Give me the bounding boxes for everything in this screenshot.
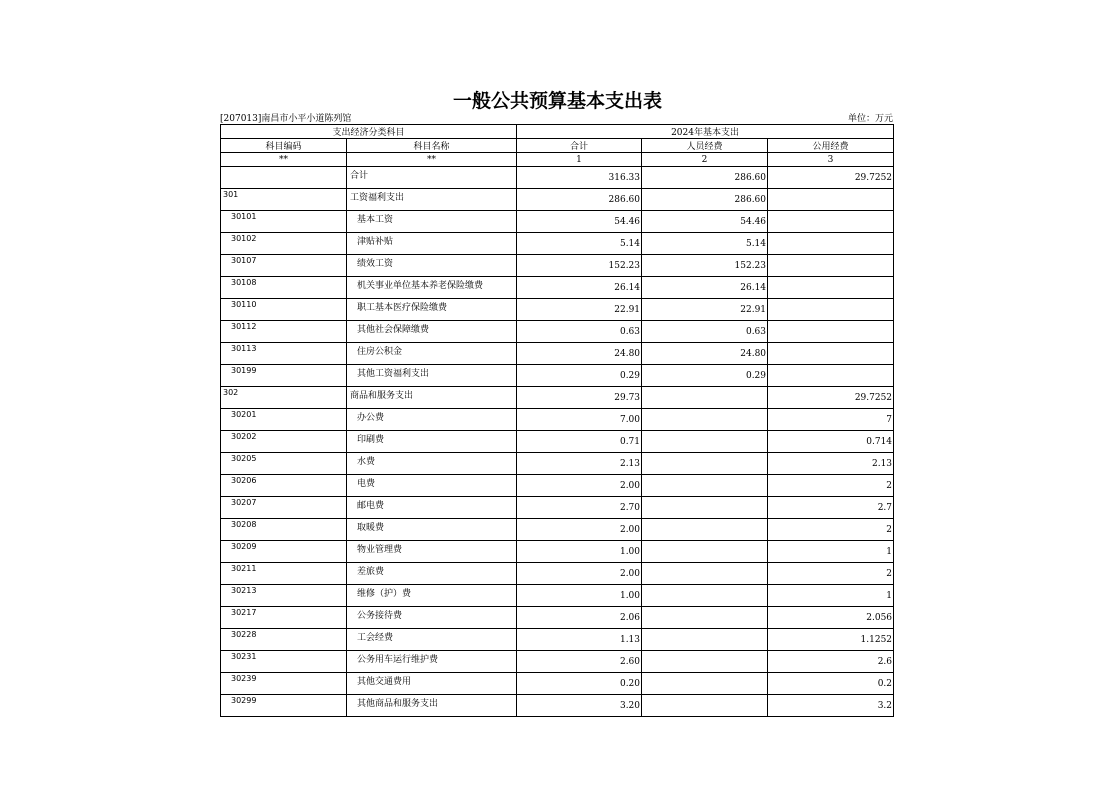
row-personnel <box>642 497 768 519</box>
budget-expenditure-table <box>220 124 894 717</box>
row-name: 印刷费 <box>347 431 517 453</box>
row-personnel <box>642 475 768 497</box>
row-public <box>768 365 894 387</box>
row-code: 30211 <box>221 563 347 585</box>
row-personnel <box>642 409 768 431</box>
row-name: 其他商品和服务支出 <box>347 695 517 717</box>
table-row <box>221 673 894 695</box>
row-code: 30101 <box>221 211 347 233</box>
row-code: 302 <box>221 387 347 409</box>
row-total: 2.00 <box>517 475 642 497</box>
header-public: 公用经费 <box>768 139 894 153</box>
row-total: 26.14 <box>517 277 642 299</box>
row-total: 2.60 <box>517 651 642 673</box>
row-total: 316.33 <box>517 167 642 189</box>
table-row <box>221 497 894 519</box>
row-code <box>221 167 347 189</box>
row-total: 2.70 <box>517 497 642 519</box>
row-personnel <box>642 541 768 563</box>
table-row <box>221 409 894 431</box>
table-row <box>221 343 894 365</box>
row-public: 2 <box>768 519 894 541</box>
unit-label: 单位：万元 <box>847 114 893 124</box>
header-personnel: 人员经费 <box>642 139 768 153</box>
row-code: 301 <box>221 189 347 211</box>
row-personnel <box>642 387 768 409</box>
row-total: 2.00 <box>517 519 642 541</box>
row-personnel: 26.14 <box>642 277 768 299</box>
row-code: 30108 <box>221 277 347 299</box>
row-public: 29.7252 <box>768 167 894 189</box>
row-public: 1 <box>768 541 894 563</box>
table-row <box>221 167 894 189</box>
row-personnel <box>642 431 768 453</box>
row-name: 商品和服务支出 <box>347 387 517 409</box>
header-group-classification: 支出经济分类科目 <box>221 125 517 139</box>
row-total: 1.00 <box>517 585 642 607</box>
row-code: 30113 <box>221 343 347 365</box>
row-name: 其他工资福利支出 <box>347 365 517 387</box>
row-public: 1.1252 <box>768 629 894 651</box>
table-row <box>221 321 894 343</box>
row-total: 1.00 <box>517 541 642 563</box>
row-total: 2.13 <box>517 453 642 475</box>
row-code: 30209 <box>221 541 347 563</box>
row-public: 2 <box>768 475 894 497</box>
row-public <box>768 321 894 343</box>
header-index-total: 1 <box>517 153 642 167</box>
row-name: 住房公积金 <box>347 343 517 365</box>
row-name: 工会经费 <box>347 629 517 651</box>
header-total: 合计 <box>517 139 642 153</box>
row-total: 22.91 <box>517 299 642 321</box>
row-code: 30107 <box>221 255 347 277</box>
row-code: 30199 <box>221 365 347 387</box>
table-row <box>221 607 894 629</box>
row-personnel: 152.23 <box>642 255 768 277</box>
table-row <box>221 365 894 387</box>
table-row <box>221 563 894 585</box>
row-public: 7 <box>768 409 894 431</box>
row-personnel <box>642 453 768 475</box>
row-code: 30201 <box>221 409 347 431</box>
row-personnel <box>642 519 768 541</box>
row-personnel: 0.63 <box>642 321 768 343</box>
table-row <box>221 387 894 409</box>
row-name: 津贴补贴 <box>347 233 517 255</box>
row-personnel: 24.80 <box>642 343 768 365</box>
row-total: 7.00 <box>517 409 642 431</box>
row-public <box>768 277 894 299</box>
row-code: 30228 <box>221 629 347 651</box>
table-row <box>221 211 894 233</box>
table-body <box>221 167 894 717</box>
row-personnel: 54.46 <box>642 211 768 233</box>
row-public <box>768 255 894 277</box>
header-index-personnel: 2 <box>642 153 768 167</box>
header-code: 科目编码 <box>221 139 347 153</box>
row-total: 0.29 <box>517 365 642 387</box>
row-public: 0.2 <box>768 673 894 695</box>
row-personnel <box>642 673 768 695</box>
row-name: 工资福利支出 <box>347 189 517 211</box>
row-name: 合计 <box>347 167 517 189</box>
header-mark-name: ** <box>347 153 517 167</box>
row-name: 公务接待费 <box>347 607 517 629</box>
table-row <box>221 453 894 475</box>
table-row <box>221 541 894 563</box>
row-code: 30102 <box>221 233 347 255</box>
table-row <box>221 585 894 607</box>
row-name: 邮电费 <box>347 497 517 519</box>
row-total: 0.63 <box>517 321 642 343</box>
table-row <box>221 629 894 651</box>
table-row <box>221 431 894 453</box>
table-row <box>221 277 894 299</box>
row-public: 2.056 <box>768 607 894 629</box>
table-row <box>221 519 894 541</box>
row-code: 30213 <box>221 585 347 607</box>
header-name: 科目名称 <box>347 139 517 153</box>
row-name: 电费 <box>347 475 517 497</box>
row-public: 1 <box>768 585 894 607</box>
row-code: 30202 <box>221 431 347 453</box>
row-total: 2.06 <box>517 607 642 629</box>
row-total: 2.00 <box>517 563 642 585</box>
row-public: 0.714 <box>768 431 894 453</box>
row-total: 0.71 <box>517 431 642 453</box>
row-name: 维修（护）费 <box>347 585 517 607</box>
row-personnel <box>642 607 768 629</box>
row-total: 54.46 <box>517 211 642 233</box>
row-name: 职工基本医疗保险缴费 <box>347 299 517 321</box>
row-total: 24.80 <box>517 343 642 365</box>
row-public <box>768 299 894 321</box>
row-personnel: 286.60 <box>642 167 768 189</box>
row-public <box>768 189 894 211</box>
row-public: 2.6 <box>768 651 894 673</box>
table-row <box>221 189 894 211</box>
row-code: 30208 <box>221 519 347 541</box>
row-personnel <box>642 629 768 651</box>
row-code: 30239 <box>221 673 347 695</box>
table-row <box>221 475 894 497</box>
row-name: 物业管理费 <box>347 541 517 563</box>
row-personnel <box>642 585 768 607</box>
row-code: 30299 <box>221 695 347 717</box>
row-public: 2 <box>768 563 894 585</box>
row-public <box>768 233 894 255</box>
row-code: 30206 <box>221 475 347 497</box>
organization-label: [207013]南昌市小平小道陈列馆 <box>220 114 352 124</box>
table-row <box>221 299 894 321</box>
row-name: 其他社会保障缴费 <box>347 321 517 343</box>
row-public: 2.13 <box>768 453 894 475</box>
row-public: 29.7252 <box>768 387 894 409</box>
table-row <box>221 651 894 673</box>
row-total: 0.20 <box>517 673 642 695</box>
row-code: 30217 <box>221 607 347 629</box>
row-public <box>768 211 894 233</box>
row-name: 差旅费 <box>347 563 517 585</box>
row-total: 5.14 <box>517 233 642 255</box>
row-code: 30112 <box>221 321 347 343</box>
row-name: 公务用车运行维护费 <box>347 651 517 673</box>
row-code: 30110 <box>221 299 347 321</box>
row-total: 29.73 <box>517 387 642 409</box>
row-personnel <box>642 651 768 673</box>
page-title: 一般公共预算基本支出表 <box>452 90 662 112</box>
row-personnel: 286.60 <box>642 189 768 211</box>
table-row <box>221 233 894 255</box>
header-index-public: 3 <box>768 153 894 167</box>
row-name: 基本工资 <box>347 211 517 233</box>
row-name: 机关事业单位基本养老保险缴费 <box>347 277 517 299</box>
row-name: 其他交通费用 <box>347 673 517 695</box>
row-name: 办公费 <box>347 409 517 431</box>
row-name: 绩效工资 <box>347 255 517 277</box>
row-public: 3.2 <box>768 695 894 717</box>
row-name: 取暖费 <box>347 519 517 541</box>
row-personnel: 0.29 <box>642 365 768 387</box>
row-public <box>768 343 894 365</box>
row-personnel <box>642 563 768 585</box>
row-total: 152.23 <box>517 255 642 277</box>
header-group-basic-expenditure: 2024年基本支出 <box>517 125 894 139</box>
row-name: 水费 <box>347 453 517 475</box>
row-code: 30205 <box>221 453 347 475</box>
row-personnel <box>642 695 768 717</box>
row-personnel: 22.91 <box>642 299 768 321</box>
header-mark-code: ** <box>221 153 347 167</box>
row-total: 1.13 <box>517 629 642 651</box>
row-total: 286.60 <box>517 189 642 211</box>
row-total: 3.20 <box>517 695 642 717</box>
row-personnel: 5.14 <box>642 233 768 255</box>
table-row <box>221 695 894 717</box>
table-row <box>221 255 894 277</box>
row-public: 2.7 <box>768 497 894 519</box>
row-code: 30207 <box>221 497 347 519</box>
row-code: 30231 <box>221 651 347 673</box>
